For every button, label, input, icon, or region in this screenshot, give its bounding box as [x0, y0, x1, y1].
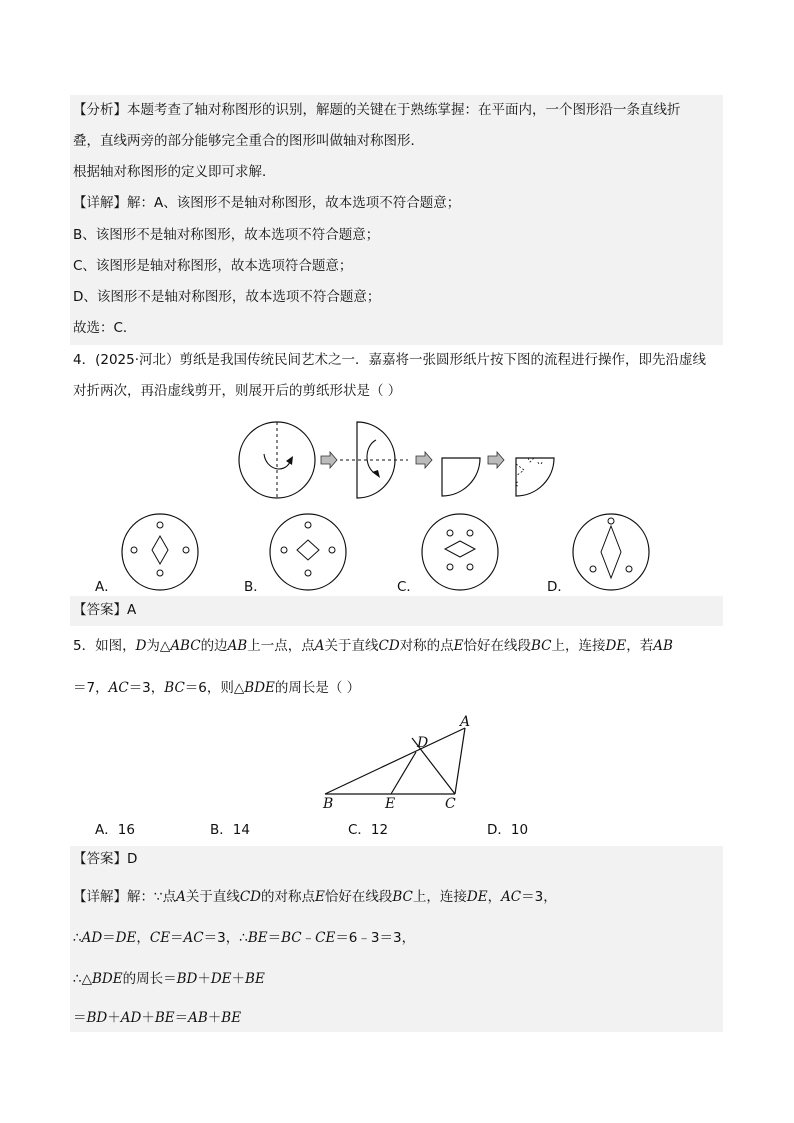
analysis-line-1: 【分析】本题考查了轴对称图形的识别，解题的关键在于熟练掌握：在平面内，一个图形沿一条直线折 [73, 102, 681, 118]
label-a: A [460, 714, 471, 730]
q4-option-b-figure [268, 512, 348, 592]
q4-answer-band [70, 596, 723, 626]
q4-option-c-label[interactable]: C． [397, 579, 420, 595]
step-arrow-1-icon [321, 452, 337, 468]
folding-step-3-quarter [442, 458, 480, 496]
paper-folding-flow-figure [230, 412, 570, 508]
detail-line-2: B、该图形不是轴对称图形，故本选项不符合题意； [73, 227, 380, 243]
q4-option-d-label[interactable]: D． [547, 579, 571, 595]
folding-step-4-cut-quarter [516, 458, 554, 496]
step-arrow-3-icon [488, 452, 504, 468]
q5-detail-line-3: ∴△BDE的周长＝BD＋DE＋BE [73, 971, 265, 987]
segment-ab [325, 728, 465, 794]
q4-option-b-label[interactable]: B． [244, 579, 267, 595]
label-d: D [417, 735, 429, 751]
label-c: C [445, 796, 456, 810]
analysis-line-3: 根据轴对称图形的定义即可求解． [73, 164, 276, 180]
q5-detail-line-4: ＝BD＋AD＋BE＝AB＋BE [73, 1010, 242, 1026]
q4-option-d-figure [571, 512, 651, 592]
analysis-line-2: 叠，直线两旁的部分能够完全重合的图形叫做轴对称图形． [73, 133, 424, 149]
step-arrow-2-icon [416, 452, 432, 468]
q4-option-a-label[interactable]: A． [95, 579, 118, 595]
label-e: E [385, 796, 396, 810]
q5-stem-line-1: 5．如图，D为△ABC的边AB上一点，点A关于直线CD对称的点E恰好在线段BC上，连接DE，若AB [73, 638, 673, 654]
q5-detail-line-2: ∴AD＝DE，CE＝AC＝3，∴BE＝BC﹣CE＝6﹣3＝3， [73, 930, 416, 946]
detail-line-1: 【详解】解：A、该图形不是轴对称图形，故本选项不符合题意； [73, 195, 461, 211]
triangle-figure [315, 710, 485, 810]
q4-stem-line-2: 对折两次，再沿虚线剪开，则展开后的剪纸形状是（ ） [73, 383, 402, 399]
q5-answer: 【答案】D [73, 851, 138, 867]
q5-option-c[interactable]: C．12 [348, 822, 389, 838]
fold-arrow-2-icon [367, 440, 376, 474]
q4-option-c-figure [420, 512, 500, 592]
segment-ac [455, 728, 465, 794]
choice-line: 故选：C． [73, 320, 137, 336]
label-b: B [323, 796, 334, 810]
q5-stem-line-2: ＝7，AC＝3，BC＝6，则△BDE的周长是（ ） [73, 680, 361, 696]
segment-de [391, 752, 416, 794]
q5-option-b[interactable]: B．14 [210, 822, 250, 838]
q4-option-a-figure [120, 512, 200, 592]
q5-detail-line-1: 【详解】解：∵点A关于直线CD的对称点E恰好在线段BC上，连接DE，AC＝3， [73, 889, 557, 905]
detail-line-3: C、该图形是轴对称图形，故本选项符合题意； [73, 258, 353, 274]
q4-answer: 【答案】A [73, 602, 137, 618]
q5-option-a[interactable]: A．16 [95, 822, 135, 838]
detail-line-4: D、该图形不是轴对称图形，故本选项不符合题意； [73, 289, 381, 305]
q5-option-d[interactable]: D．10 [487, 822, 529, 838]
q4-stem-line-1: 4．(2025·河北）剪纸是我国传统民间艺术之一．嘉嘉将一张圆形纸片按下图的流程进行操作，即先沿虚线 [73, 352, 707, 368]
